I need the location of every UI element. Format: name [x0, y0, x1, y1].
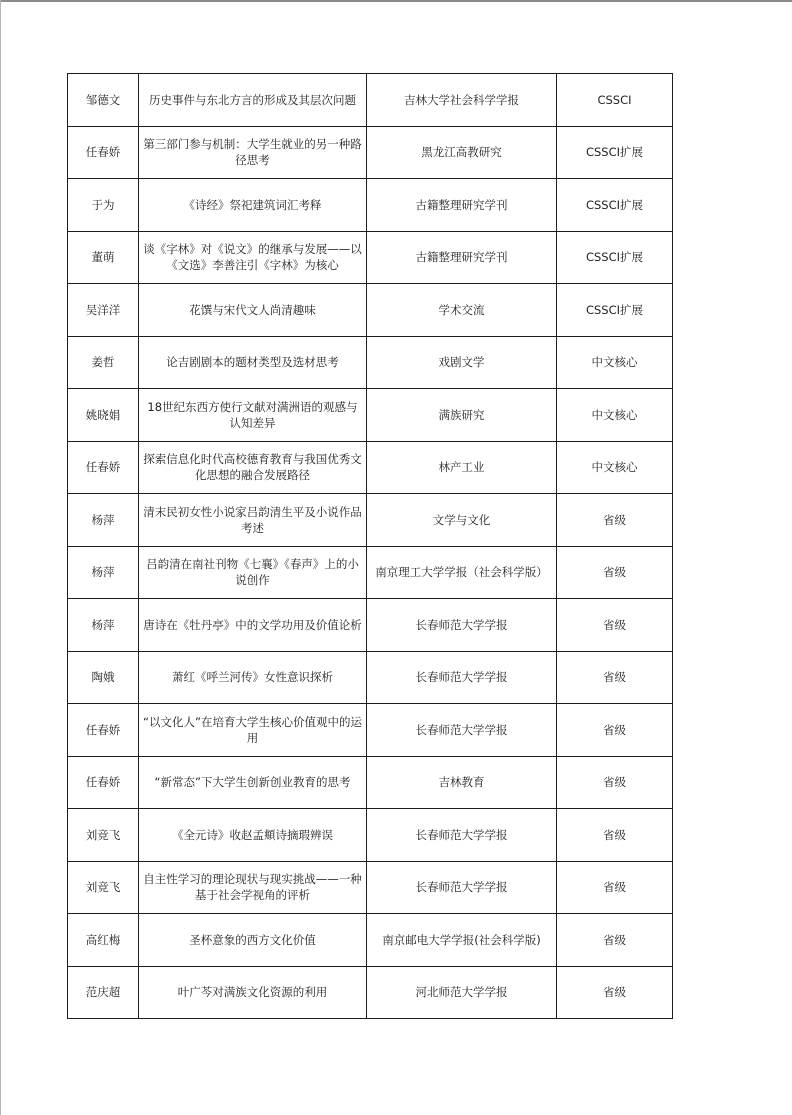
author-cell: 任春娇 [68, 756, 139, 809]
author-cell: 刘竞飞 [68, 809, 139, 862]
level-cell: 省级 [557, 756, 673, 809]
title-cell: 清末民初女性小说家吕韵清生平及小说作品考述 [139, 494, 367, 547]
journal-cell: 学术交流 [367, 284, 557, 337]
title-cell: 圣杯意象的西方文化价值 [139, 914, 367, 967]
table-row [68, 861, 673, 914]
table-row [68, 494, 673, 547]
level-cell: 省级 [557, 704, 673, 757]
title-cell: 自主性学习的理论现状与现实挑战——一种基于社会学视角的评析 [139, 861, 367, 914]
journal-cell: 戏剧文学 [367, 336, 557, 389]
title-cell: 论吉剧剧本的题材类型及选材思考 [139, 336, 367, 389]
table-row [68, 231, 673, 284]
table-row [68, 651, 673, 704]
level-cell: CSSCI扩展 [557, 126, 673, 179]
level-cell: CSSCI扩展 [557, 179, 673, 232]
level-cell: 省级 [557, 599, 673, 652]
title-cell: 叶广芩对满族文化资源的利用 [139, 966, 367, 1019]
table-row [68, 809, 673, 862]
journal-cell: 长春师范大学学报 [367, 861, 557, 914]
level-cell: 省级 [557, 861, 673, 914]
author-cell: 姚晓娟 [68, 389, 139, 442]
author-cell: 杨萍 [68, 494, 139, 547]
level-cell: 省级 [557, 966, 673, 1019]
title-cell: 花馔与宋代文人尚清趣味 [139, 284, 367, 337]
title-cell: “新常态”下大学生创新创业教育的思考 [139, 756, 367, 809]
title-cell: 18世纪东西方使行文献对满洲语的观感与认知差异 [139, 389, 367, 442]
table-row [68, 284, 673, 337]
title-cell: 唐诗在《牡丹亭》中的文学功用及价值论析 [139, 599, 367, 652]
level-cell: 中文核心 [557, 336, 673, 389]
table-row [68, 704, 673, 757]
journal-cell: 文学与文化 [367, 494, 557, 547]
journal-cell: 满族研究 [367, 389, 557, 442]
level-cell: 省级 [557, 651, 673, 704]
title-cell: 《全元诗》收赵孟頫诗摘瑕辨误 [139, 809, 367, 862]
author-cell: 吴洋洋 [68, 284, 139, 337]
level-cell: CSSCI扩展 [557, 231, 673, 284]
table-row [68, 74, 673, 127]
author-cell: 范庆超 [68, 966, 139, 1019]
page-top-edge [0, 0, 792, 2]
level-cell: 省级 [557, 494, 673, 547]
publications-table [67, 73, 673, 1019]
journal-cell: 南京邮电大学学报(社会科学版) [367, 914, 557, 967]
title-cell: 谈《字林》对《说文》的继承与发展——以《文选》李善注引《字林》为核心 [139, 231, 367, 284]
journal-cell: 吉林大学社会科学学报 [367, 74, 557, 127]
title-cell: 萧红《呼兰河传》女性意识探析 [139, 651, 367, 704]
table-row [68, 389, 673, 442]
level-cell: 中文核心 [557, 441, 673, 494]
table-row [68, 179, 673, 232]
author-cell: 于为 [68, 179, 139, 232]
title-cell: 探索信息化时代高校德育教育与我国优秀文化思想的融合发展路径 [139, 441, 367, 494]
table-row [68, 126, 673, 179]
journal-cell: 古籍整理研究学刊 [367, 179, 557, 232]
author-cell: 杨萍 [68, 546, 139, 599]
level-cell: CSSCI扩展 [557, 284, 673, 337]
table-row [68, 966, 673, 1019]
author-cell: 杨萍 [68, 599, 139, 652]
journal-cell: 长春师范大学学报 [367, 809, 557, 862]
level-cell: 省级 [557, 546, 673, 599]
journal-cell: 黑龙江高教研究 [367, 126, 557, 179]
journal-cell: 长春师范大学学报 [367, 651, 557, 704]
table-row [68, 336, 673, 389]
journal-cell: 长春师范大学学报 [367, 704, 557, 757]
journal-cell: 河北师范大学学报 [367, 966, 557, 1019]
page-left-edge [0, 0, 1, 1115]
title-cell: 《诗经》祭祀建筑词汇考释 [139, 179, 367, 232]
publications-table-body [68, 74, 673, 1019]
table-row [68, 599, 673, 652]
journal-cell: 吉林教育 [367, 756, 557, 809]
level-cell: 省级 [557, 914, 673, 967]
journal-cell: 林产工业 [367, 441, 557, 494]
level-cell: CSSCI [557, 74, 673, 127]
author-cell: 高红梅 [68, 914, 139, 967]
journal-cell: 古籍整理研究学刊 [367, 231, 557, 284]
journal-cell: 长春师范大学学报 [367, 599, 557, 652]
author-cell: 任春娇 [68, 441, 139, 494]
author-cell: 陶娥 [68, 651, 139, 704]
author-cell: 任春娇 [68, 126, 139, 179]
author-cell: 董萌 [68, 231, 139, 284]
level-cell: 省级 [557, 809, 673, 862]
table-row [68, 441, 673, 494]
author-cell: 姜哲 [68, 336, 139, 389]
table-row [68, 914, 673, 967]
author-cell: 刘竞飞 [68, 861, 139, 914]
title-cell: 第三部门参与机制：大学生就业的另一种路径思考 [139, 126, 367, 179]
author-cell: 邹德文 [68, 74, 139, 127]
level-cell: 中文核心 [557, 389, 673, 442]
table-row [68, 546, 673, 599]
title-cell: “以文化人”在培育大学生核心价值观中的运用 [139, 704, 367, 757]
author-cell: 任春娇 [68, 704, 139, 757]
journal-cell: 南京理工大学学报（社会科学版） [367, 546, 557, 599]
title-cell: 吕韵清在南社刊物《七襄》《春声》上的小说创作 [139, 546, 367, 599]
title-cell: 历史事件与东北方言的形成及其层次问题 [139, 74, 367, 127]
table-row [68, 756, 673, 809]
